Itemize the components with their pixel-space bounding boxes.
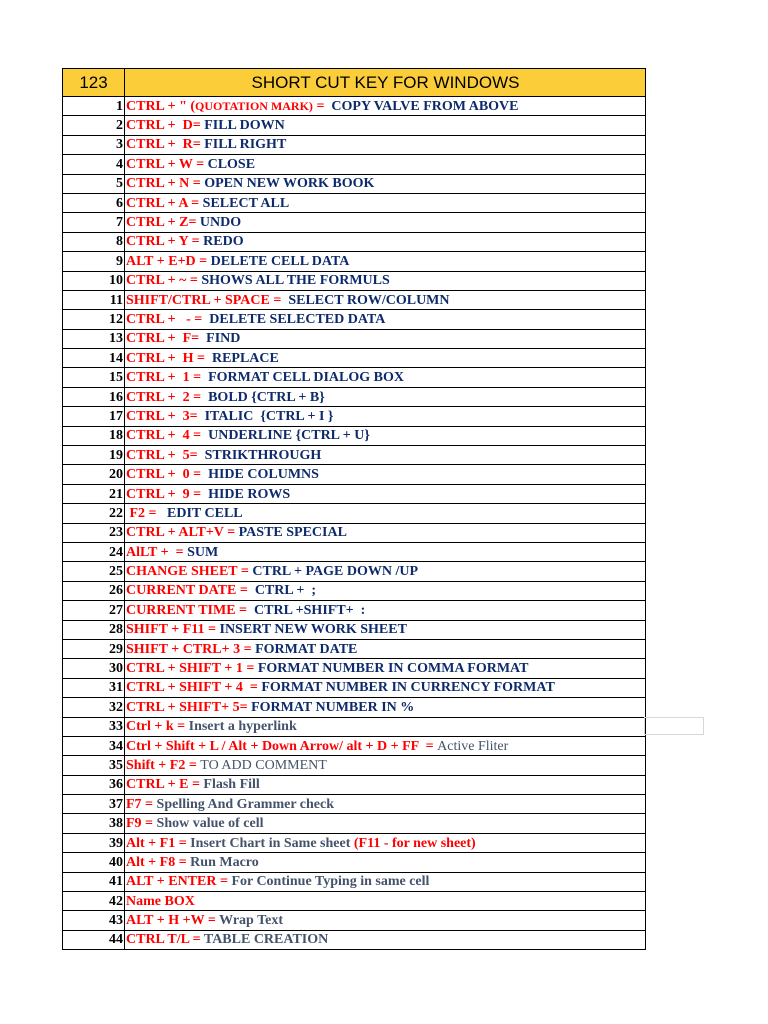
shortcut-keys-text: CTRL + SHIFT + 1 = xyxy=(126,661,258,677)
shortcut-action-text: Run Macro xyxy=(190,854,259,870)
table-row xyxy=(63,601,646,620)
shortcut-action-text: TO ADD COMMENT xyxy=(200,757,327,773)
shortcut-keys-text: ALT + ENTER = xyxy=(126,874,232,890)
shortcut-action-text: CTRL +SHIFT+ : xyxy=(250,602,366,618)
shortcut-cell[interactable] xyxy=(125,756,646,775)
shortcut-keys-text: CTRL + SHIFT + 4 = xyxy=(126,680,262,696)
shortcut-keys-text: QUOTATION MARK) xyxy=(195,98,313,113)
row-number-cell[interactable]: 20 xyxy=(63,465,125,484)
table-row xyxy=(63,892,646,911)
table-row xyxy=(63,639,646,658)
shortcut-action-text: FORMAT NUMBER IN COMMA FORMAT xyxy=(257,661,529,677)
shortcut-cell[interactable] xyxy=(125,271,646,290)
table-row xyxy=(63,252,646,271)
shortcut-cell[interactable] xyxy=(125,232,646,251)
row-number-cell[interactable]: 34 xyxy=(63,736,125,755)
shortcut-action-text: HIDE COLUMNS xyxy=(204,467,319,483)
shortcut-table xyxy=(62,68,646,950)
shortcut-action-text: UNDO xyxy=(199,215,242,231)
table-row xyxy=(63,678,646,697)
shortcut-keys-text: Alt + F8 = xyxy=(126,854,191,870)
row-number-cell[interactable]: 12 xyxy=(63,310,125,329)
shortcut-cell[interactable] xyxy=(125,833,646,852)
shortcut-cell[interactable] xyxy=(125,310,646,329)
row-number-cell[interactable]: 2 xyxy=(63,116,125,135)
shortcut-keys-text: CTRL + A = xyxy=(126,195,203,211)
row-number-cell[interactable]: 24 xyxy=(63,542,125,561)
shortcut-cell[interactable] xyxy=(125,659,646,678)
row-number-cell[interactable]: 37 xyxy=(63,795,125,814)
shortcut-action-text: TABLE CREATION xyxy=(203,932,329,948)
table-row xyxy=(63,349,646,368)
row-number-cell[interactable]: 35 xyxy=(63,756,125,775)
shortcut-action-text: FORMAT CELL DIALOG BOX xyxy=(204,370,404,386)
table-row xyxy=(63,174,646,193)
row-number-cell[interactable]: 10 xyxy=(63,271,125,290)
shortcut-keys-text: Name BOX xyxy=(126,893,195,909)
table-row xyxy=(63,310,646,329)
table-row xyxy=(63,814,646,833)
shortcut-keys-text: CTRL + Y = xyxy=(126,234,204,250)
shortcut-keys-text: AlLT + = xyxy=(126,544,188,560)
table-row xyxy=(63,504,646,523)
row-number-cell[interactable]: 36 xyxy=(63,775,125,794)
shortcut-cell[interactable] xyxy=(125,155,646,174)
shortcut-keys-text: F7 = xyxy=(126,796,157,812)
shortcut-action-text: SELECT ROW/COLUMN xyxy=(284,292,450,308)
row-number-cell[interactable]: 1 xyxy=(63,97,125,116)
empty-selected-cell[interactable] xyxy=(644,717,704,735)
shortcut-cell[interactable] xyxy=(125,349,646,368)
row-number-cell[interactable]: 32 xyxy=(63,698,125,717)
shortcut-keys-text: CTRL + N = xyxy=(126,176,205,192)
row-number-cell[interactable]: 41 xyxy=(63,872,125,891)
table-row xyxy=(63,775,646,794)
row-number-cell[interactable]: 30 xyxy=(63,659,125,678)
shortcut-keys-text: CTRL + SHIFT+ 5= xyxy=(126,699,252,715)
shortcut-keys-text: CTRL + " ( xyxy=(126,98,196,114)
table-row xyxy=(63,620,646,639)
table-row xyxy=(63,562,646,581)
shortcut-keys-text: CHANGE SHEET = xyxy=(126,564,253,580)
shortcut-cell[interactable] xyxy=(125,97,646,116)
shortcut-cell[interactable] xyxy=(125,814,646,833)
shortcut-action-text: Flash Fill xyxy=(203,777,260,793)
row-number-cell[interactable]: 23 xyxy=(63,523,125,542)
row-number-cell[interactable]: 16 xyxy=(63,387,125,406)
shortcut-keys-text: CTRL + - = xyxy=(126,311,206,327)
shortcut-keys-text: SHIFT/CTRL + SPACE = xyxy=(126,292,285,308)
row-number-cell[interactable]: 22 xyxy=(63,504,125,523)
table-row xyxy=(63,368,646,387)
shortcut-action-text: CLOSE xyxy=(207,156,256,172)
shortcut-keys-text: CTRL + 4 = xyxy=(126,428,205,444)
shortcut-keys-text: CTRL + 0 = xyxy=(126,467,205,483)
shortcut-keys-text: CTRL + ALT+V = xyxy=(126,525,239,541)
shortcut-keys-text: CTRL + E = xyxy=(126,777,204,793)
shortcut-action-text: Wrap Text xyxy=(219,913,284,929)
shortcut-cell[interactable] xyxy=(125,892,646,911)
shortcut-cell[interactable] xyxy=(125,484,646,503)
table-row xyxy=(63,930,646,949)
shortcut-keys-text: CTRL + Z= xyxy=(126,215,200,231)
shortcut-action-text: SUM xyxy=(187,544,219,560)
table-row xyxy=(63,698,646,717)
row-number-cell[interactable]: 29 xyxy=(63,639,125,658)
table-row xyxy=(63,232,646,251)
row-number-cell[interactable]: 21 xyxy=(63,484,125,503)
shortcut-keys-text: Ctrl + k = xyxy=(126,719,189,735)
row-number-cell[interactable]: 38 xyxy=(63,814,125,833)
shortcut-action-text: Active Fliter xyxy=(437,738,509,754)
header-number-cell[interactable]: 123 xyxy=(63,69,125,97)
shortcut-action-text: ITALIC {CTRL + I } xyxy=(201,408,334,424)
shortcut-action-text: For Continue Typing in same cell xyxy=(231,874,430,890)
shortcut-action-text: CTRL + ; xyxy=(251,583,317,599)
row-number-cell[interactable]: 40 xyxy=(63,853,125,872)
table-row xyxy=(63,756,646,775)
row-number-cell[interactable]: 9 xyxy=(63,252,125,271)
row-number-cell[interactable]: 42 xyxy=(63,892,125,911)
row-number-cell[interactable]: 8 xyxy=(63,232,125,251)
shortcut-cell[interactable] xyxy=(125,368,646,387)
shortcut-cell[interactable] xyxy=(125,639,646,658)
table-row xyxy=(63,736,646,755)
table-row xyxy=(63,659,646,678)
shortcut-cell[interactable] xyxy=(125,252,646,271)
shortcut-cell[interactable] xyxy=(125,601,646,620)
shortcut-action-text: SHOWS ALL THE FORMULS xyxy=(201,273,390,289)
shortcut-cell[interactable] xyxy=(125,775,646,794)
shortcut-keys-text: ALT + E+D = xyxy=(126,253,211,269)
shortcut-keys-text: CTRL + F= xyxy=(126,331,203,347)
row-number-cell[interactable]: 5 xyxy=(63,174,125,193)
table-row xyxy=(63,116,646,135)
shortcut-keys-text: Shift + F2 = xyxy=(126,757,201,773)
shortcut-action-text: FIND xyxy=(202,331,241,347)
row-number-cell[interactable]: 28 xyxy=(63,620,125,639)
shortcut-keys-text: CTRL + 2 = xyxy=(126,389,205,405)
shortcut-keys-text: F2 = xyxy=(126,505,161,521)
shortcut-cell[interactable] xyxy=(125,717,646,736)
shortcut-cell[interactable] xyxy=(125,736,646,755)
row-number-cell[interactable]: 13 xyxy=(63,329,125,348)
table-row xyxy=(63,213,646,232)
shortcut-action-text: STRIKTHROUGH xyxy=(201,447,322,463)
table-row xyxy=(63,387,646,406)
row-number-cell[interactable]: 17 xyxy=(63,407,125,426)
shortcut-cell[interactable] xyxy=(125,523,646,542)
shortcut-action-text: REPLACE xyxy=(208,350,279,366)
row-number-cell[interactable]: 39 xyxy=(63,833,125,852)
row-number-cell[interactable]: 6 xyxy=(63,193,125,212)
row-number-cell[interactable]: 15 xyxy=(63,368,125,387)
table-row xyxy=(63,290,646,309)
shortcut-action-text: FORMAT NUMBER IN CURRENCY FORMAT xyxy=(261,680,555,696)
shortcut-cell[interactable] xyxy=(125,795,646,814)
shortcut-keys-text: ALT + H +W = xyxy=(126,913,220,929)
row-number-cell[interactable]: 7 xyxy=(63,213,125,232)
table-row xyxy=(63,407,646,426)
shortcut-cell[interactable] xyxy=(125,698,646,717)
table-row xyxy=(63,872,646,891)
table-row xyxy=(63,155,646,174)
shortcut-cell[interactable] xyxy=(125,504,646,523)
row-number-cell[interactable]: 11 xyxy=(63,290,125,309)
shortcut-keys-text: CURRENT TIME = xyxy=(126,602,251,618)
shortcut-keys-text: (F11 - for new sheet) xyxy=(353,835,476,851)
shortcut-action-text: BOLD {CTRL + B} xyxy=(204,389,325,405)
shortcut-keys-text: SHIFT + CTRL+ 3 = xyxy=(126,641,256,657)
shortcut-keys-text: CTRL + R= xyxy=(126,137,205,153)
shortcut-cell[interactable] xyxy=(125,407,646,426)
shortcut-keys-text: CURRENT DATE = xyxy=(126,583,252,599)
shortcut-keys-text: CTRL + 3= xyxy=(126,408,202,424)
shortcut-keys-text: CTRL + 1 = xyxy=(126,370,205,386)
table-row xyxy=(63,853,646,872)
shortcut-action-text: SELECT ALL xyxy=(202,195,290,211)
shortcut-cell[interactable] xyxy=(125,620,646,639)
shortcut-keys-text: CTRL + H = xyxy=(126,350,209,366)
table-row xyxy=(63,329,646,348)
row-number-cell[interactable]: 18 xyxy=(63,426,125,445)
shortcut-action-text: FORMAT NUMBER IN % xyxy=(251,699,415,715)
shortcut-action-text: FILL RIGHT xyxy=(204,137,287,153)
shortcut-action-text: OPEN NEW WORK BOOK xyxy=(204,176,375,192)
table-row xyxy=(63,135,646,154)
shortcut-cell[interactable] xyxy=(125,872,646,891)
row-number-cell[interactable]: 25 xyxy=(63,562,125,581)
table-row xyxy=(63,523,646,542)
table-row xyxy=(63,717,646,736)
shortcut-action-text: INSERT NEW WORK SHEET xyxy=(219,622,407,638)
shortcut-keys-text: SHIFT + F11 = xyxy=(126,622,220,638)
row-number-cell[interactable]: 19 xyxy=(63,446,125,465)
shortcut-action-text: DELETE SELECTED DATA xyxy=(205,311,386,327)
table-row xyxy=(63,833,646,852)
shortcut-action-text: EDIT CELL xyxy=(160,505,243,521)
shortcut-keys-text: = xyxy=(312,98,328,114)
shortcut-action-text: Spelling And Grammer check xyxy=(156,796,334,812)
table-row xyxy=(63,446,646,465)
shortcut-keys-text: Ctrl + Shift + L / Alt + Down Arrow/ alt + D + FF = xyxy=(126,738,438,754)
header-row xyxy=(63,69,646,97)
shortcut-action-text: COPY VALVE FROM ABOVE xyxy=(327,98,519,114)
row-number-cell[interactable]: 43 xyxy=(63,911,125,930)
shortcut-keys-text: Alt + F1 = xyxy=(126,835,191,851)
shortcut-action-text: UNDERLINE {CTRL + U} xyxy=(204,428,370,444)
shortcut-cell[interactable] xyxy=(125,678,646,697)
shortcut-cell[interactable] xyxy=(125,426,646,445)
table-row xyxy=(63,795,646,814)
row-number-cell[interactable]: 31 xyxy=(63,678,125,697)
shortcut-cell[interactable] xyxy=(125,911,646,930)
shortcut-cell[interactable] xyxy=(125,853,646,872)
row-number-cell[interactable]: 33 xyxy=(63,717,125,736)
shortcut-cell[interactable] xyxy=(125,387,646,406)
shortcut-action-text: REDO xyxy=(203,234,244,250)
shortcut-keys-text: CTRL + W = xyxy=(126,156,208,172)
row-number-cell[interactable]: 44 xyxy=(63,930,125,949)
shortcut-action-text: Insert Chart in Same sheet xyxy=(190,835,354,851)
table-row xyxy=(63,271,646,290)
shortcut-keys-text: CTRL + D= xyxy=(126,118,205,134)
shortcut-action-text: PASTE SPECIAL xyxy=(238,525,347,541)
table-row xyxy=(63,193,646,212)
table-row xyxy=(63,465,646,484)
shortcut-cell[interactable] xyxy=(125,135,646,154)
shortcut-action-text: Show value of cell xyxy=(156,816,264,832)
shortcut-action-text: FILL DOWN xyxy=(204,118,285,134)
shortcut-cell[interactable] xyxy=(125,930,646,949)
shortcut-keys-text: CTRL + 9 = xyxy=(126,486,205,502)
shortcut-cell[interactable] xyxy=(125,446,646,465)
header-title-cell[interactable]: SHORT CUT KEY FOR WINDOWS xyxy=(125,69,646,97)
row-number-cell[interactable]: 3 xyxy=(63,135,125,154)
shortcut-cell[interactable] xyxy=(125,581,646,600)
table-row xyxy=(63,542,646,561)
shortcut-keys-text: CTRL + 5= xyxy=(126,447,202,463)
shortcut-keys-text: F9 = xyxy=(126,816,157,832)
table-row xyxy=(63,97,646,116)
shortcut-keys-text: CTRL T/L = xyxy=(126,932,204,948)
table-row xyxy=(63,911,646,930)
row-number-cell[interactable]: 14 xyxy=(63,349,125,368)
table-row xyxy=(63,581,646,600)
shortcut-keys-text: CTRL + ~ = xyxy=(126,273,202,289)
shortcut-action-text: CTRL + PAGE DOWN /UP xyxy=(252,564,418,580)
shortcut-cell[interactable] xyxy=(125,562,646,581)
shortcut-cell[interactable] xyxy=(125,193,646,212)
shortcut-action-text: HIDE ROWS xyxy=(204,486,291,502)
shortcut-cell[interactable] xyxy=(125,174,646,193)
shortcut-action-text: DELETE CELL DATA xyxy=(210,253,350,269)
shortcut-action-text: FORMAT DATE xyxy=(255,641,358,657)
table-row xyxy=(63,484,646,503)
row-number-cell[interactable]: 4 xyxy=(63,155,125,174)
shortcut-cell[interactable] xyxy=(125,213,646,232)
shortcut-action-text: Insert a hyperlink xyxy=(188,719,297,735)
shortcut-cell[interactable] xyxy=(125,290,646,309)
shortcut-cell[interactable] xyxy=(125,465,646,484)
row-number-cell[interactable]: 27 xyxy=(63,601,125,620)
shortcut-cell[interactable] xyxy=(125,542,646,561)
shortcut-table-body xyxy=(63,69,646,950)
table-row xyxy=(63,426,646,445)
shortcut-cell[interactable] xyxy=(125,116,646,135)
shortcut-cell[interactable] xyxy=(125,329,646,348)
row-number-cell[interactable]: 26 xyxy=(63,581,125,600)
